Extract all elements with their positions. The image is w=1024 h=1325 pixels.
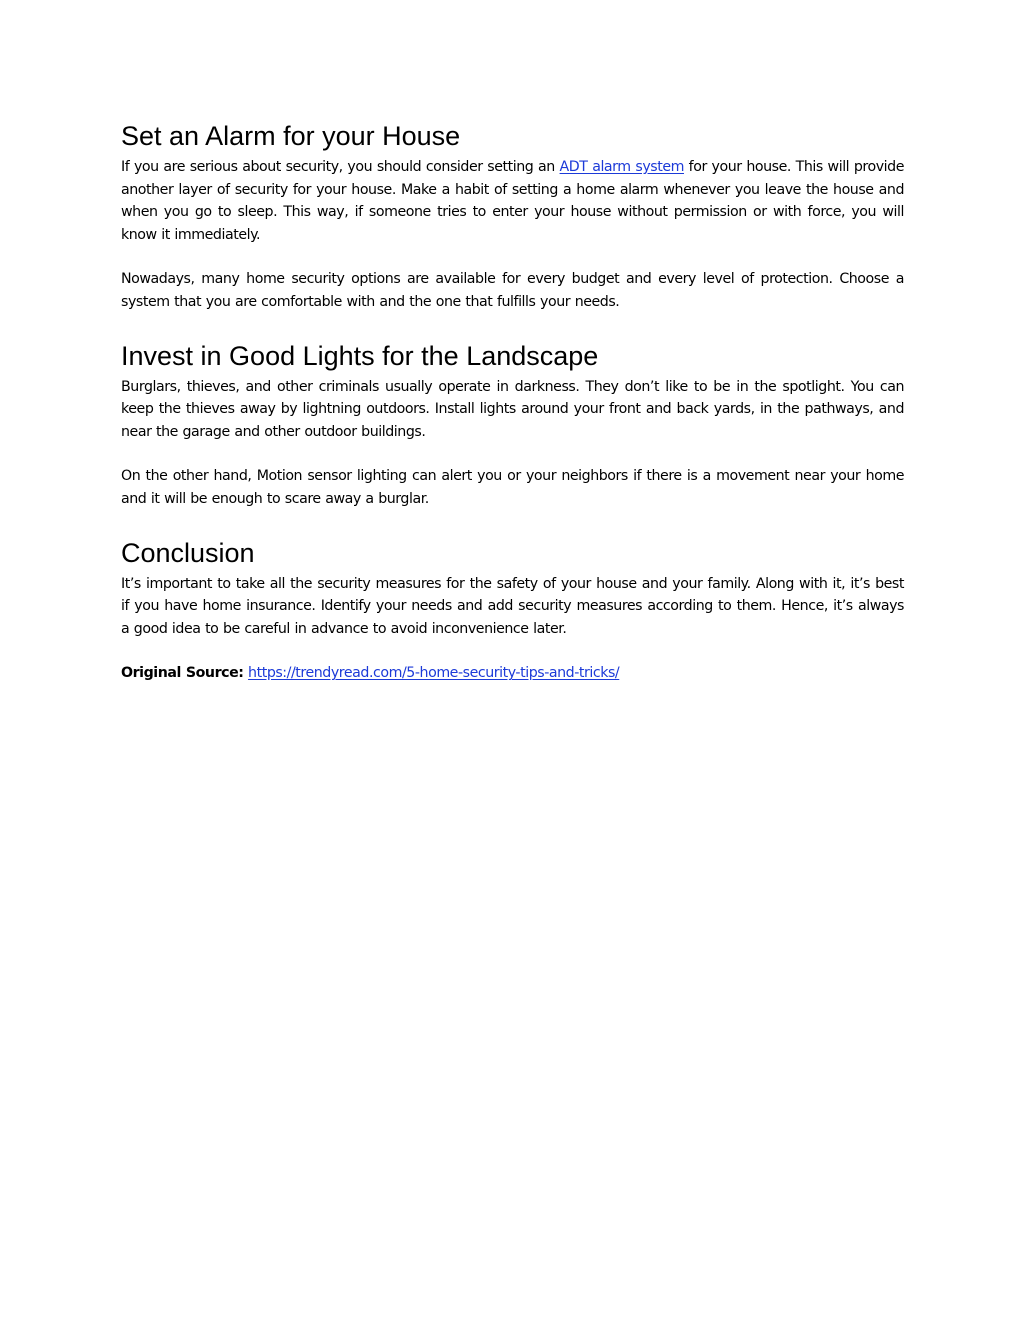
original-source-label: Original Source: xyxy=(121,665,244,682)
paragraph-alarm-intro xyxy=(121,156,904,246)
heading-set-alarm: Set an Alarm for your House xyxy=(121,121,461,151)
original-source-link[interactable]: https://trendyread.com/5-home-security-tips-and-tricks/ xyxy=(248,665,620,682)
alarm-intro-text-end: for your house. This will provide another layer of security for your house. Make a habit of setting a home alarm whenever you leave the house and when you go to sleep. This way, if someone tries to enter your house without permission or with force, you will know it immediately. xyxy=(121,159,905,243)
paragraph-motion-sensor: On the other hand, Motion sensor lighting can alert you or your neighbors if there is a movement near your home and it will be enough to scare away a burglar. xyxy=(121,468,904,507)
paragraph-gap xyxy=(121,443,904,465)
adt-alarm-system-link[interactable]: ADT alarm system xyxy=(559,159,684,175)
original-source-line xyxy=(121,662,904,685)
paragraph-gap xyxy=(121,246,904,268)
section-gap xyxy=(121,511,904,535)
heading-conclusion: Conclusion xyxy=(121,537,255,568)
paragraph-burglars-darkness: Burglars, thieves, and other criminals usually operate in darkness. They don’t like to be in the spotlight. You can keep the thieves away by lightning outdoors. Install lights around your front and back yards, in the pathways, and near the garage and other outdoor buildings. xyxy=(121,378,904,440)
document-page xyxy=(121,118,904,685)
heading-good-lights: Invest in Good Lights for the Landscape xyxy=(121,340,599,371)
paragraph-gap xyxy=(121,640,904,662)
paragraph-security-options: Nowadays, many home security options are available for every budget and every level of protection. Choose a system that you are comfortable with and the one that fulfills your needs. xyxy=(121,271,904,310)
section-gap xyxy=(121,314,904,338)
paragraph-conclusion: It’s important to take all the security measures for the safety of your house and your family. Along with it, it’s best if you have home insurance. Identify your needs and add security measures according to them. Hence, it’s always a good idea to be careful in advance to avoid inconvenience later. xyxy=(121,575,904,637)
alarm-intro-text-start: If you are serious about security, you should consider setting an xyxy=(121,159,560,175)
